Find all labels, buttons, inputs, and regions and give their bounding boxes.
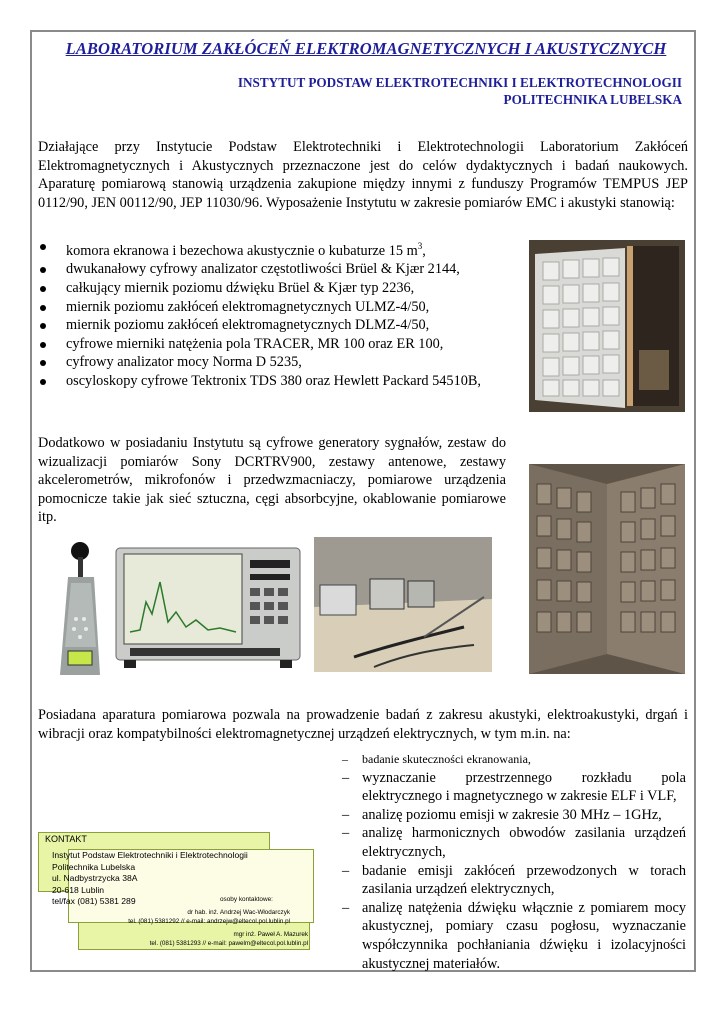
page-title: LABORATORIUM ZAKŁÓCEŃ ELEKTROMAGNETYCZNYCH I AKUSTYCZNYCH bbox=[65, 39, 667, 58]
capabilities-paragraph: Posiadana aparatura pomiarowa pozwala na prowadzenie badań z zakresu akustyki, elektroakustyki, drgań i wibracji oraz kompatybilności elektromagnetycznej urządzeń elektrycznych, w tym m.in. na: bbox=[38, 707, 688, 742]
lab-bench-photo bbox=[314, 537, 492, 672]
person-name: dr hab. inż. Andrzej Wac-Włodarczyk bbox=[187, 909, 290, 916]
institute-header bbox=[238, 74, 682, 108]
person-info: tel. (081) 5381292 // e-mail: andrzejw@eltecol.pol.lublin.pl bbox=[128, 918, 290, 926]
contact-address bbox=[52, 850, 248, 908]
address-line: Politechnika Lubelska bbox=[52, 861, 136, 872]
equipment-item: cyfrowe mierniki natężenia pola TRACER, MR 100 oraz ER 100, bbox=[38, 335, 508, 354]
equipment-item: komora ekranowa i bezechowa akustycznie o kubaturze 15 $m^3$, bbox=[38, 237, 508, 260]
contact-person-2 bbox=[102, 930, 308, 949]
equipment-item: miernik poziomu zakłóceń elektromagnetycznych DLMZ-4/50, bbox=[38, 316, 508, 335]
person-info: tel. (081) 5381293 // e-mail: pawelm@eltecol.pol.lublin.pl bbox=[149, 940, 308, 948]
analysis-list bbox=[342, 750, 686, 973]
analysis-item: – analizę harmonicznych obwodów zasilania urządzeń elektrycznych, bbox=[342, 824, 686, 861]
analysis-item: – analizę natężenia dźwięku włącznie z pomiarem mocy akustycznej, pomiary czasu pogłosu, wyznaczanie współczynnika pochłaniania dźwięku i izolacyjności akustycznej materiałów. bbox=[342, 899, 686, 973]
equipment-item: cyfrowy analizator mocy Norma D 5235, bbox=[38, 353, 508, 372]
page-frame bbox=[30, 30, 696, 972]
equipment-item: oscyloskopy cyfrowe Tektronix TDS 380 oraz Hewlett Packard 54510B, bbox=[38, 372, 508, 391]
equipment-item: dwukanałowy cyfrowy analizator częstotliwości Brüel & Kjær 2144, bbox=[38, 260, 508, 279]
anechoic-chamber-photo bbox=[529, 464, 685, 674]
equipment-item: całkujący miernik poziomu dźwięku Brüel & Kjær typ 2236, bbox=[38, 279, 508, 298]
sound-level-meter-photo bbox=[38, 537, 108, 677]
institute-name: INSTYTUT PODSTAW ELEKTROTECHNIKI I ELEKTROTECHNOLOGII bbox=[237, 75, 682, 90]
person-name: mgr inż. Paweł A. Mazurek bbox=[233, 931, 308, 938]
contact-persons-label: osoby kontaktowe: bbox=[220, 896, 273, 903]
contact-person-1 bbox=[102, 908, 290, 927]
address-line: ul. Nadbystrzycka 38A bbox=[52, 873, 138, 884]
address-line: Instytut Podstaw Elektrotechniki i Elektrotechnologii bbox=[52, 850, 248, 860]
address-line: tel/fax (081) 5381 289 bbox=[52, 896, 136, 907]
equipment-list bbox=[38, 237, 508, 391]
frequency-analyzer-photo bbox=[110, 542, 306, 670]
analysis-item: – wyznaczanie przestrzennego rozkładu pola elektrycznego i magnetycznego w zakresie ELF i VLF, bbox=[342, 769, 686, 806]
contact-heading: KONTAKT bbox=[45, 834, 87, 844]
address-line: 20-618 Lublin bbox=[52, 884, 105, 895]
university-name: POLITECHNIKA LUBELSKA bbox=[503, 92, 682, 107]
additional-paragraph: Dodatkowo w posiadaniu Instytutu są cyfrowe generatory sygnałów, zestaw do wizualizacji pomiarów Sony DCRTRV900, zestawy antenowe, zestawy akcelerometrów, mikrofonów i przedwzmacniaczy, pomiarowe urządzenia pomocnicze takie jak sieć sztuczna, cęgi absorbcyjne, okablowanie pomiarowe itp. bbox=[38, 435, 506, 526]
chamber-door-photo bbox=[529, 240, 685, 412]
analysis-item: – badanie skuteczności ekranowania, bbox=[342, 750, 686, 769]
intro-paragraph: Działające przy Instytucie Podstaw Elektrotechniki i Elektrotechnologii Laboratorium Zakłóceń Elektromagnetycznych i Akustycznych przeznaczone jest do celów dydaktycznych i badań naukowych. Aparaturę pomiarową stanowią urządzenia zakupione między innymi z funduszy Programów TEMPUS JEP 0112/90, JEN 00112/90, JEP 11030/96. Wyposażenie Instytutu w zakresie pomiarów EMC i akustyki stanowią: bbox=[38, 139, 688, 211]
analysis-item: – badanie emisji zakłóceń przewodzonych w torach zasilania urządzeń elektrycznych, bbox=[342, 862, 686, 899]
equipment-item: miernik poziomu zakłóceń elektromagnetycznych ULMZ-4/50, bbox=[38, 298, 508, 317]
analysis-item: – analizę poziomu emisji w zakresie 30 MHz – 1GHz, bbox=[342, 806, 686, 825]
